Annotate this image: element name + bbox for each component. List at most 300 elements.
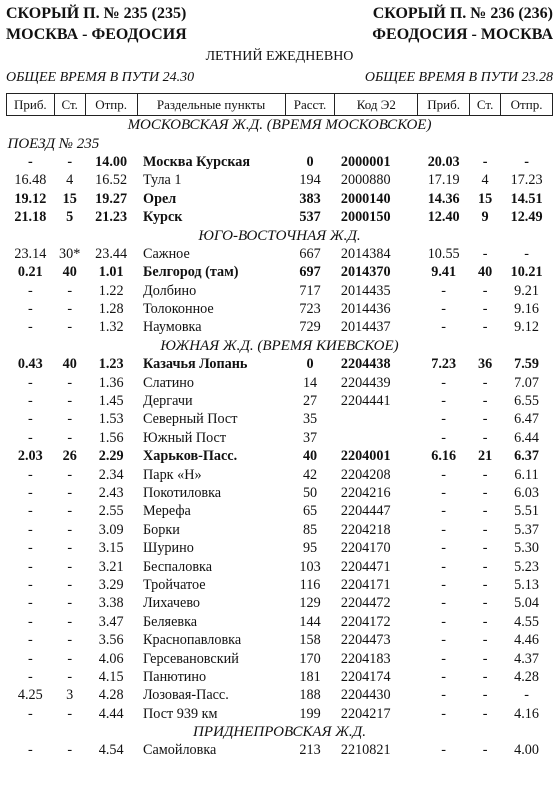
column-header: Расст.	[285, 94, 335, 116]
stop-235-cell: 3	[66, 687, 74, 704]
railway-section-label: МОСКОВСКАЯ Ж.Д. (ВРЕМЯ МОСКОВСКОЕ)	[127, 117, 432, 134]
left-train-title: СКОРЫЙ П. № 235 (235)	[6, 5, 187, 22]
station-code-cell: 2204216	[340, 485, 391, 501]
arrival-236-cell: -	[441, 540, 447, 557]
stop-236-cell: -	[482, 485, 488, 501]
stop-236-cell: -	[482, 393, 488, 410]
station-code-cell: 2204183	[340, 650, 391, 667]
train-number-row	[7, 134, 553, 152]
arrival-236-cell: -	[441, 485, 447, 501]
arrival-235-cell: 19.12	[14, 190, 47, 207]
station-code-cell: 2204438	[340, 356, 391, 373]
stop-235-cell: -	[67, 485, 73, 501]
departure-236-cell: 10.21	[510, 264, 543, 281]
stop-236-cell: -	[482, 466, 488, 483]
station-name-cell: Тула 1	[143, 172, 182, 189]
arrival-236-cell: -	[441, 301, 447, 318]
departure-236-cell: 4.28	[514, 668, 539, 685]
distance-cell: 50	[302, 485, 318, 501]
departure-235-cell: 3.56	[98, 632, 124, 649]
arrival-236-cell: 7.23	[431, 356, 457, 373]
departure-236-cell: 6.47	[514, 411, 539, 428]
stop-236-cell: 40	[478, 264, 493, 281]
station-row	[7, 190, 553, 208]
stop-235-cell: -	[67, 411, 73, 428]
station-code-cell	[335, 429, 418, 447]
arrival-236-cell: -	[441, 742, 447, 759]
departure-236-cell: 6.37	[514, 448, 539, 465]
stop-236-cell: -	[482, 668, 488, 685]
stop-235-cell: 40	[62, 356, 77, 373]
station-code-cell: 2204439	[340, 374, 391, 391]
departure-235-cell: 3.15	[98, 540, 124, 557]
left-total-time: ОБЩЕЕ ВРЕМЯ В ПУТИ 24.30	[6, 70, 195, 85]
stop-236-cell: -	[482, 319, 488, 336]
arrival-235-cell: -	[27, 466, 33, 483]
departure-236-cell: 12.49	[510, 209, 543, 226]
departure-235-cell: 1.01	[98, 264, 124, 281]
stop-236-cell: 21	[478, 448, 493, 465]
arrival-235-cell: -	[27, 153, 33, 170]
station-row	[7, 208, 553, 226]
station-code-cell: 2000150	[340, 209, 391, 226]
stop-235-cell: -	[67, 466, 73, 483]
train-number-label: ПОЕЗД № 235	[7, 135, 100, 152]
station-code-cell: 2204441	[340, 393, 391, 410]
distance-cell: 199	[299, 705, 321, 722]
departure-236-cell: 6.55	[514, 393, 539, 410]
station-row	[7, 318, 553, 336]
departure-236-cell: 5.37	[514, 521, 539, 538]
departure-236-cell: 6.11	[514, 466, 539, 483]
station-code-cell: 2204471	[340, 558, 391, 575]
railway-section-row	[7, 723, 553, 741]
departure-235-cell: 3.09	[98, 521, 124, 538]
distance-cell: 40	[302, 448, 318, 465]
stop-236-cell: -	[482, 705, 488, 722]
stop-236-cell: 15	[478, 190, 493, 207]
arrival-235-cell: 0.43	[17, 356, 43, 373]
departure-236-cell: -	[524, 153, 529, 170]
station-name-cell: Беспаловка	[143, 558, 212, 575]
arrival-236-cell: -	[441, 632, 447, 649]
station-code-cell: 2204218	[340, 521, 391, 538]
station-code-cell: 2204217	[340, 705, 391, 722]
arrival-236-cell: -	[441, 374, 447, 391]
arrival-236-cell: 6.16	[431, 448, 457, 465]
station-name-cell: Шурино	[143, 540, 194, 557]
station-code-cell: 2014384	[340, 245, 391, 262]
station-name-cell: Курск	[143, 209, 183, 226]
arrival-235-cell: -	[27, 742, 33, 759]
station-code-cell: 2014436	[340, 301, 391, 318]
station-name-cell: Слатино	[143, 374, 194, 391]
departure-236-cell: 4.16	[514, 705, 539, 722]
arrival-235-cell: -	[27, 540, 33, 557]
stop-235-cell: -	[67, 540, 73, 557]
station-row	[7, 245, 553, 263]
stop-236-cell: -	[482, 521, 488, 538]
arrival-235-cell: -	[27, 411, 33, 428]
arrival-235-cell: -	[27, 485, 33, 501]
arrival-235-cell: -	[27, 429, 33, 446]
column-header: Раздельные пункты	[137, 94, 285, 116]
arrival-236-cell: -	[441, 319, 447, 336]
arrival-235-cell: -	[27, 319, 33, 336]
departure-236-cell: 5.51	[514, 503, 539, 520]
stop-236-cell: -	[482, 595, 488, 612]
distance-cell: 697	[299, 264, 321, 281]
departure-235-cell: 1.22	[98, 282, 124, 299]
stop-235-cell: 40	[62, 264, 77, 281]
right-train-title: СКОРЫЙ П. № 236 (236)	[372, 5, 553, 22]
departure-235-cell: 2.43	[98, 485, 124, 501]
stop-236-cell: 36	[478, 356, 493, 373]
arrival-236-cell: -	[441, 613, 447, 630]
station-row	[7, 594, 553, 612]
column-header: Ст.	[470, 94, 501, 116]
stop-236-cell: -	[482, 374, 488, 391]
station-row	[7, 502, 553, 520]
departure-235-cell: 2.29	[98, 448, 124, 465]
stop-235-cell: -	[67, 742, 73, 759]
departure-236-cell: 5.23	[514, 558, 539, 575]
station-name-cell: Харьков-Пасс.	[143, 448, 238, 465]
column-header: Отпр.	[85, 94, 137, 116]
schedule-note: ЛЕТНИЙ ЕЖЕДНЕВНО	[205, 49, 354, 64]
arrival-236-cell: -	[441, 282, 447, 299]
train-titles	[6, 5, 553, 23]
stop-235-cell: -	[67, 576, 73, 593]
station-code-cell: 2204473	[340, 632, 391, 649]
station-row	[7, 649, 553, 667]
station-name-cell: Борки	[143, 521, 180, 538]
departure-236-cell: 4.46	[514, 632, 539, 649]
departure-235-cell: 14.00	[95, 153, 128, 170]
departure-235-cell: 3.21	[98, 558, 124, 575]
station-name-cell: Сажное	[143, 245, 190, 262]
station-name-cell: Северный Пост	[143, 411, 238, 428]
station-name-cell: Парк «Н»	[143, 466, 202, 483]
arrival-236-cell: -	[441, 393, 447, 410]
station-name-cell: Мерефа	[143, 503, 191, 520]
stop-235-cell: 5	[66, 209, 74, 226]
distance-cell: 170	[299, 650, 321, 667]
distance-cell: 37	[302, 429, 318, 446]
station-row	[7, 355, 553, 373]
departure-236-cell: 17.23	[510, 172, 543, 189]
station-code-cell: 2204430	[340, 687, 391, 704]
stop-235-cell: -	[67, 503, 73, 520]
station-row	[7, 705, 553, 723]
departure-236-cell: 9.21	[514, 282, 539, 299]
right-total-time: ОБЩЕЕ ВРЕМЯ В ПУТИ 23.28	[364, 70, 553, 85]
station-row	[7, 373, 553, 391]
arrival-236-cell: -	[441, 503, 447, 520]
arrival-236-cell: -	[441, 429, 447, 446]
arrival-235-cell: -	[27, 282, 33, 299]
departure-236-cell: 4.37	[514, 650, 539, 667]
departure-235-cell: 21.23	[95, 209, 128, 226]
arrival-235-cell: -	[27, 705, 33, 722]
departure-235-cell: 1.36	[98, 374, 124, 391]
departure-235-cell: 1.53	[98, 411, 124, 428]
station-name-cell: Долбино	[143, 282, 197, 299]
stop-236-cell: -	[482, 576, 488, 593]
arrival-235-cell: -	[27, 613, 33, 630]
distance-cell: 35	[302, 411, 318, 428]
stop-236-cell: -	[482, 613, 488, 630]
stop-235-cell: -	[67, 393, 73, 410]
arrival-236-cell: -	[441, 687, 447, 704]
stop-236-cell: 4	[481, 172, 489, 189]
arrival-236-cell: 9.41	[431, 264, 457, 281]
station-row	[7, 484, 553, 502]
station-row	[7, 300, 553, 318]
timetable	[6, 93, 553, 760]
stop-235-cell: -	[67, 521, 73, 538]
arrival-235-cell: -	[27, 650, 33, 667]
distance-cell: 537	[299, 209, 321, 226]
arrival-235-cell: -	[27, 301, 33, 318]
arrival-236-cell: 14.36	[427, 190, 460, 207]
column-header: Отпр.	[501, 94, 553, 116]
stop-235-cell: -	[67, 319, 73, 336]
arrival-236-cell: -	[441, 521, 447, 538]
departure-236-cell: 5.13	[514, 576, 539, 593]
station-code-cell: 2000140	[340, 190, 391, 207]
distance-cell: 27	[302, 393, 318, 410]
column-header: Приб.	[7, 94, 55, 116]
station-name-cell: Москва Курская	[143, 153, 251, 170]
arrival-236-cell: 20.03	[427, 153, 460, 170]
station-name-cell: Краснопавловка	[143, 632, 242, 649]
distance-cell: 181	[299, 668, 321, 685]
stop-235-cell: -	[67, 668, 73, 685]
total-times	[6, 70, 553, 86]
distance-cell: 65	[302, 503, 318, 520]
station-code-cell: 2204472	[340, 595, 391, 612]
stop-236-cell: -	[482, 650, 488, 667]
arrival-236-cell: -	[441, 705, 447, 722]
arrival-236-cell: -	[441, 466, 447, 483]
arrival-236-cell: -	[441, 558, 447, 575]
station-row	[7, 447, 553, 465]
stop-236-cell: -	[482, 742, 488, 759]
distance-cell: 0	[306, 153, 314, 170]
station-name-cell: Покотиловка	[143, 485, 222, 501]
station-name-cell: Беляевка	[143, 613, 198, 630]
arrival-235-cell: -	[27, 503, 33, 520]
station-row	[7, 282, 553, 300]
departure-235-cell: 3.47	[98, 613, 124, 630]
stop-235-cell: -	[67, 613, 73, 630]
arrival-235-cell: -	[27, 393, 33, 410]
station-row	[7, 429, 553, 447]
distance-cell: 116	[299, 576, 321, 593]
station-name-cell: Дергачи	[143, 393, 193, 410]
station-name-cell: Толоконное	[143, 301, 214, 318]
departure-235-cell: 1.28	[98, 301, 124, 318]
arrival-235-cell: 21.18	[14, 209, 47, 226]
station-code-cell: 2204208	[340, 466, 391, 483]
arrival-236-cell: 10.55	[427, 245, 460, 262]
departure-235-cell: 1.45	[98, 393, 124, 410]
arrival-235-cell: 2.03	[17, 448, 43, 465]
departure-236-cell: 5.04	[514, 595, 539, 612]
arrival-236-cell: 12.40	[427, 209, 460, 226]
station-code-cell: 2014370	[340, 264, 391, 281]
stop-236-cell: 9	[481, 209, 489, 226]
station-name-cell: Казачья Лопань	[143, 356, 248, 373]
departure-236-cell: 7.59	[514, 356, 539, 373]
station-name-cell: Герсевановский	[143, 650, 239, 667]
stop-235-cell: 30*	[59, 245, 81, 262]
station-row	[7, 521, 553, 539]
departure-236-cell: -	[524, 245, 529, 262]
arrival-235-cell: 0.21	[17, 264, 43, 281]
stop-235-cell: -	[67, 558, 73, 575]
departure-235-cell: 2.55	[98, 503, 124, 520]
station-name-cell: Белгород (там)	[143, 264, 239, 281]
stop-235-cell: -	[67, 301, 73, 318]
stop-236-cell: -	[482, 540, 488, 557]
distance-cell: 667	[299, 245, 321, 262]
station-name-cell: Самойловка	[143, 742, 217, 759]
distance-cell: 188	[299, 687, 321, 704]
arrival-235-cell: -	[27, 521, 33, 538]
stop-236-cell: -	[482, 411, 488, 428]
distance-cell: 194	[299, 172, 321, 189]
arrival-235-cell: -	[27, 374, 33, 391]
arrival-236-cell: -	[441, 411, 447, 428]
station-row	[7, 668, 553, 686]
railway-section-row	[7, 116, 553, 135]
station-name-cell: Панютино	[143, 668, 207, 685]
departure-235-cell: 23.44	[95, 245, 128, 262]
distance-cell: 14	[302, 374, 318, 391]
railway-section-row	[7, 337, 553, 355]
station-row	[7, 465, 553, 483]
right-train-route: ФЕОДОСИЯ - МОСКВА	[372, 26, 553, 43]
distance-cell: 729	[299, 319, 321, 336]
arrival-236-cell: -	[441, 650, 447, 667]
departure-235-cell: 3.29	[98, 576, 124, 593]
railway-section-label: ЮЖНАЯ Ж.Д. (ВРЕМЯ КИЕВСКОЕ)	[160, 337, 399, 354]
departure-236-cell: 6.03	[514, 485, 539, 501]
departure-235-cell: 4.06	[98, 650, 124, 667]
station-code-cell: 2204171	[340, 576, 391, 593]
column-header: Приб.	[418, 94, 470, 116]
departure-235-cell: 1.32	[98, 319, 124, 336]
stop-235-cell: -	[67, 374, 73, 391]
timetable-header	[7, 94, 553, 116]
stop-235-cell: -	[67, 429, 73, 446]
arrival-236-cell: -	[441, 595, 447, 612]
departure-235-cell: 1.23	[98, 356, 124, 373]
stop-235-cell: 4	[66, 172, 74, 189]
stop-236-cell: -	[482, 245, 488, 262]
distance-cell: 158	[299, 632, 321, 649]
stop-235-cell: -	[67, 595, 73, 612]
distance-cell: 213	[299, 742, 321, 759]
station-name-cell: Пост 939 км	[143, 705, 218, 722]
departure-236-cell: 4.00	[514, 742, 539, 759]
departure-235-cell: 3.38	[98, 595, 124, 612]
departure-235-cell: 16.52	[95, 172, 128, 189]
station-name-cell: Тройчатое	[143, 576, 206, 593]
departure-236-cell: -	[524, 687, 529, 704]
departure-236-cell: 9.12	[514, 319, 539, 336]
railway-section-row	[7, 226, 553, 244]
station-row	[7, 741, 553, 759]
distance-cell: 383	[299, 190, 321, 207]
station-code-cell: 2204172	[340, 613, 391, 630]
station-row	[7, 576, 553, 594]
arrival-235-cell: 4.25	[17, 687, 43, 704]
station-name-cell: Орел	[143, 190, 177, 207]
departure-236-cell: 14.51	[510, 190, 543, 207]
distance-cell: 85	[302, 521, 318, 538]
station-code-cell: 2204170	[340, 540, 391, 557]
station-name-cell: Наумовка	[143, 319, 202, 336]
station-name-cell: Лихачево	[143, 595, 201, 612]
column-header: Код Э2	[335, 94, 418, 116]
station-row	[7, 410, 553, 428]
distance-cell: 95	[302, 540, 318, 557]
left-train-route: МОСКВА - ФЕОДОСИЯ	[6, 26, 187, 43]
arrival-235-cell: -	[27, 576, 33, 593]
station-row	[7, 557, 553, 575]
departure-236-cell: 7.07	[514, 374, 539, 391]
station-row	[7, 263, 553, 281]
arrival-235-cell: -	[27, 558, 33, 575]
arrival-235-cell: 16.48	[14, 172, 47, 189]
station-code-cell	[335, 410, 418, 428]
stop-236-cell: -	[482, 429, 488, 446]
departure-236-cell: 9.16	[514, 301, 539, 318]
station-code-cell: 2014437	[340, 319, 391, 336]
stop-236-cell: -	[482, 503, 488, 520]
station-row	[7, 392, 553, 410]
station-code-cell: 2204447	[340, 503, 391, 520]
arrival-235-cell: 23.14	[14, 245, 47, 262]
departure-235-cell: 4.15	[98, 668, 124, 685]
stop-235-cell: 26	[62, 448, 77, 465]
station-row	[7, 686, 553, 704]
departure-235-cell: 4.44	[98, 705, 124, 722]
station-row	[7, 631, 553, 649]
station-row	[7, 539, 553, 557]
station-row	[7, 153, 553, 171]
station-name-cell: Лозовая-Пасс.	[143, 687, 229, 704]
stop-236-cell: -	[482, 153, 488, 170]
stop-236-cell: -	[482, 558, 488, 575]
stop-236-cell: -	[482, 282, 488, 299]
arrival-236-cell: -	[441, 668, 447, 685]
stop-235-cell: -	[67, 153, 73, 170]
departure-236-cell: 6.44	[514, 429, 539, 446]
arrival-235-cell: -	[27, 595, 33, 612]
departure-236-cell: 5.30	[514, 540, 539, 557]
station-code-cell: 2204174	[340, 668, 391, 685]
stop-236-cell: -	[482, 301, 488, 318]
stop-236-cell: -	[482, 632, 488, 649]
stop-235-cell: -	[67, 632, 73, 649]
stop-235-cell: -	[67, 282, 73, 299]
arrival-235-cell: -	[27, 632, 33, 649]
stop-236-cell: -	[482, 687, 488, 704]
